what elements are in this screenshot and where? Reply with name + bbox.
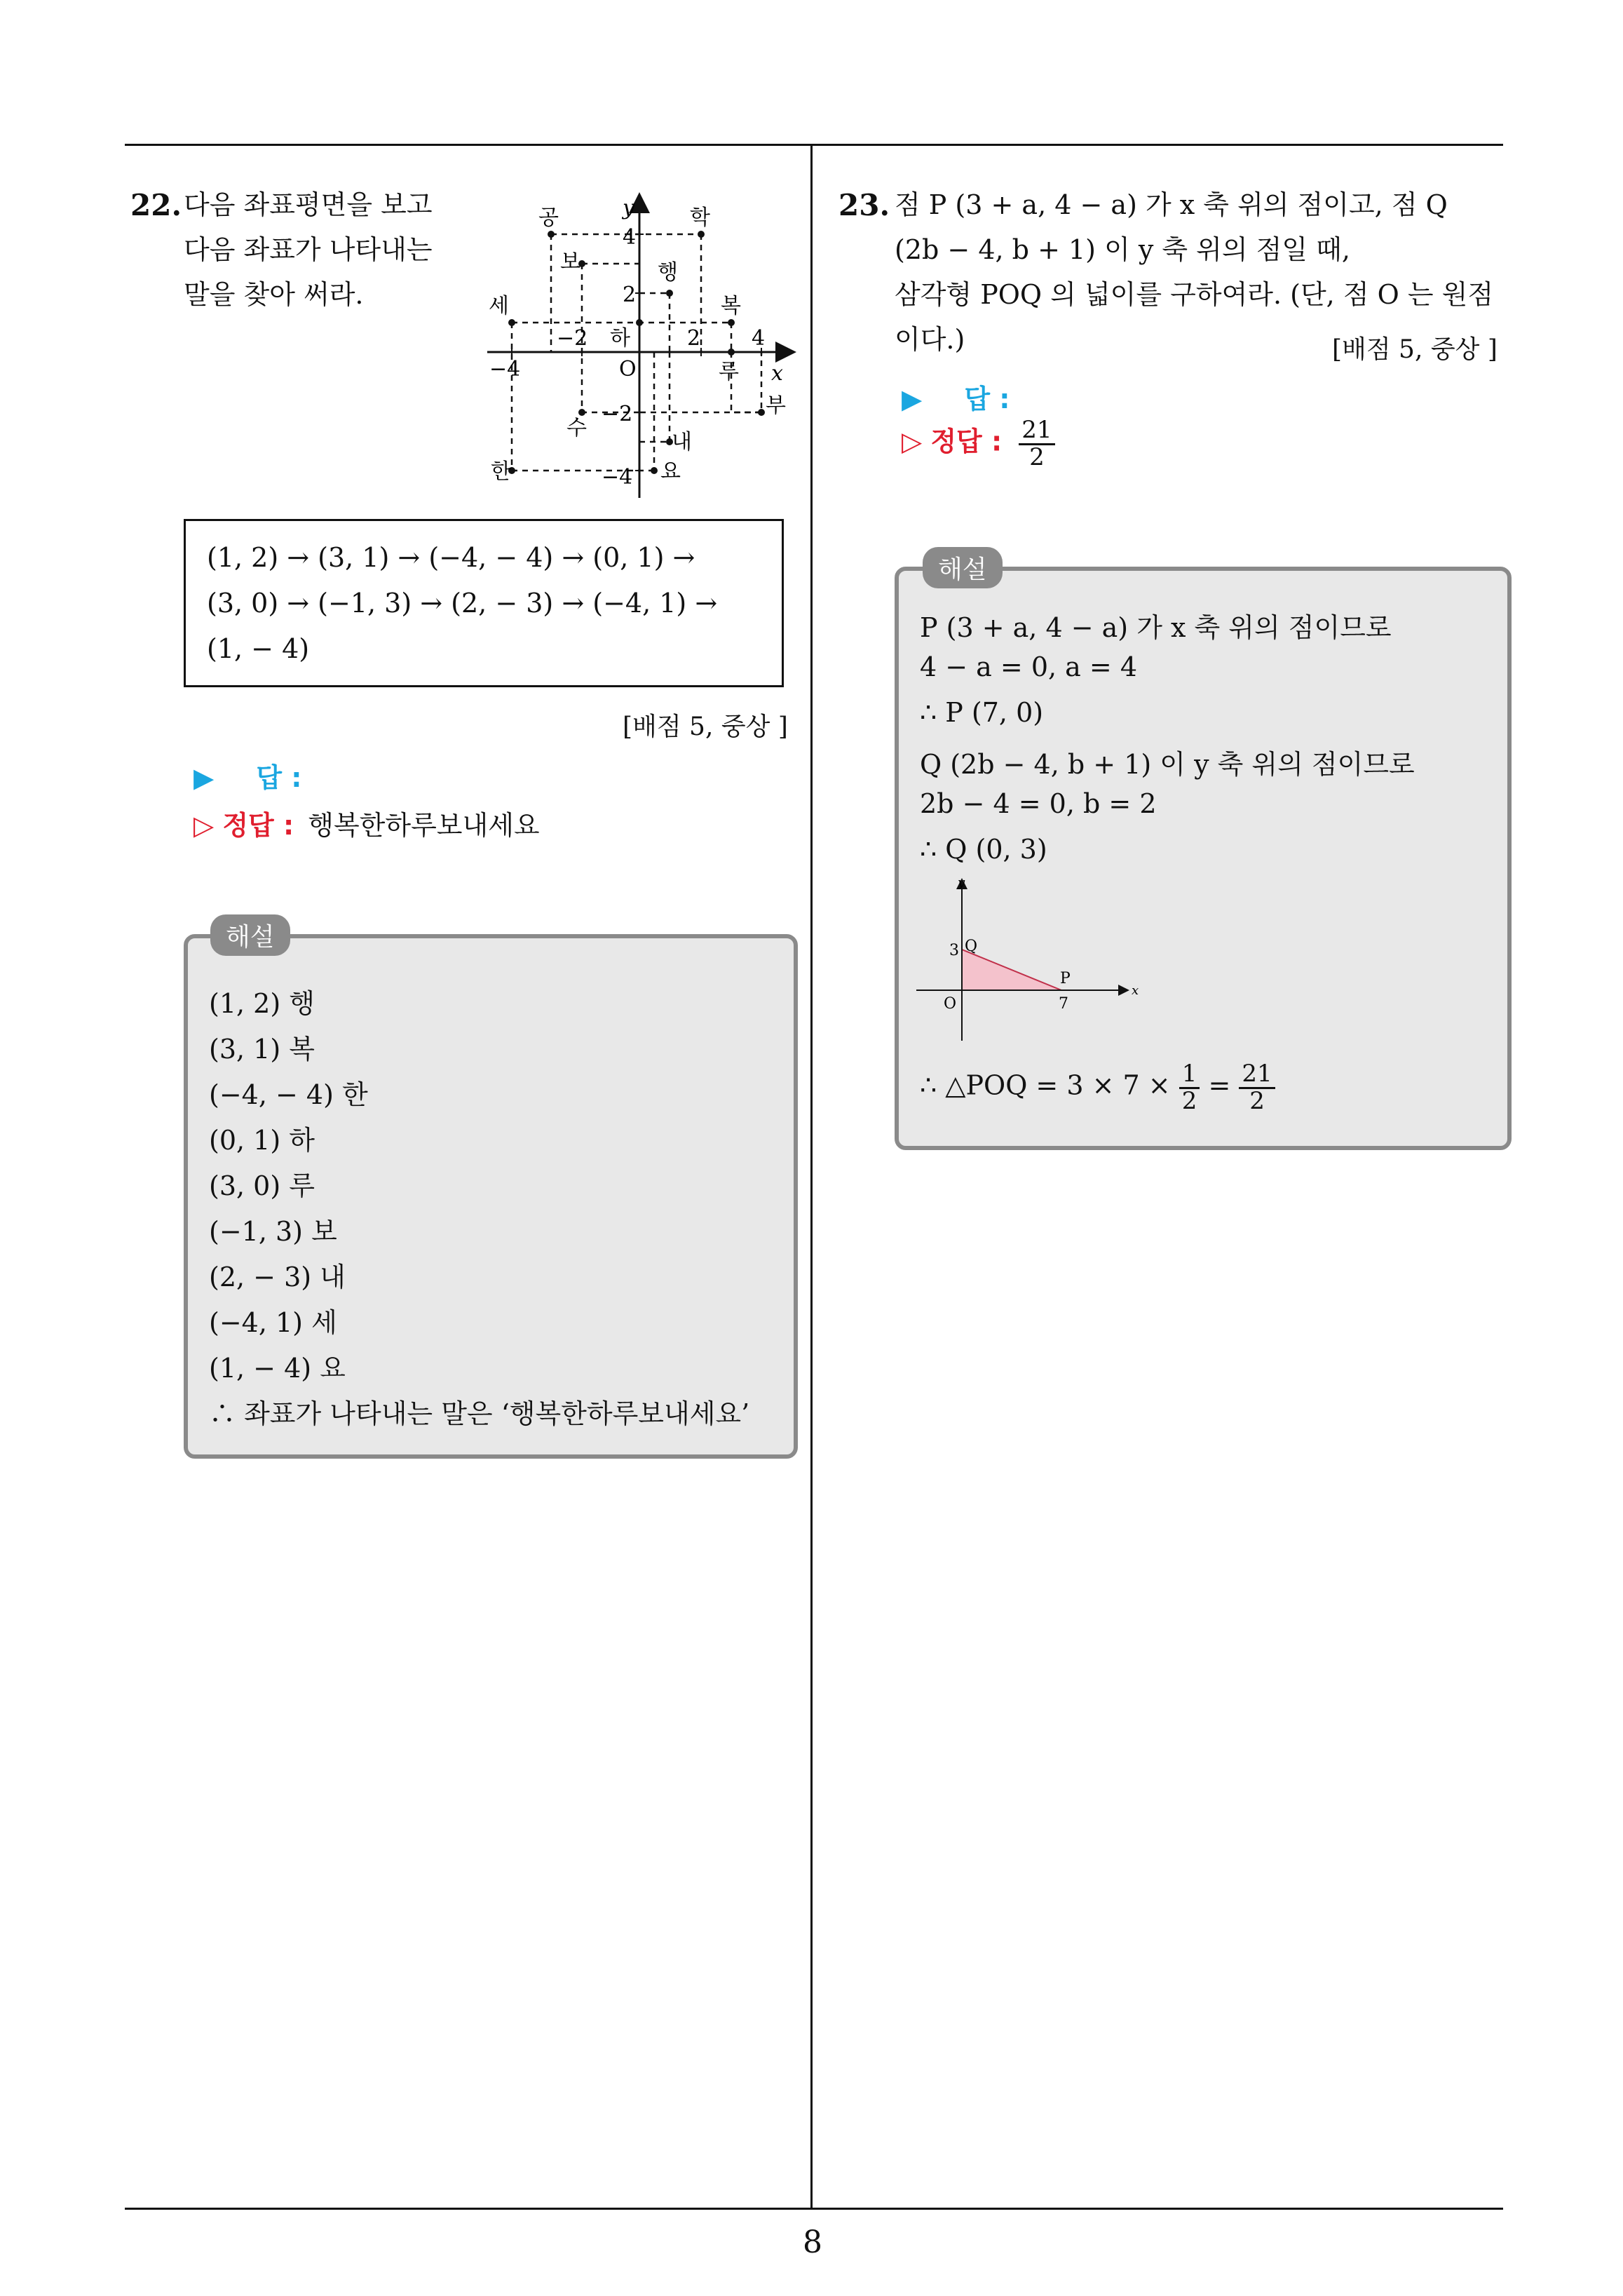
label-bo: 보 (560, 250, 580, 274)
graph-y-label: y (958, 875, 965, 890)
solution-line: (3, 1) 복 (209, 1034, 315, 1065)
solution-line: ∴ P (7, 0) (920, 697, 1044, 728)
bottom-rule (125, 2208, 1503, 2210)
answer-label: 답 : (964, 384, 1010, 414)
graph-q-label: Q (965, 938, 978, 955)
label-bu: 부 (766, 393, 786, 418)
label-se: 세 (489, 294, 509, 318)
q22-number: 22. (130, 188, 182, 222)
solution-line: (−1, 3) 보 (209, 1216, 337, 1247)
tick-y2: 2 (623, 283, 637, 307)
solution-line: (−4, − 4) 한 (209, 1079, 368, 1110)
sequence-line: (3, 0) → (−1, 3) → (2, − 3) → (−4, 1) → (207, 588, 718, 619)
q23-final-equation (920, 1062, 1275, 1114)
graph-x-label: x (1132, 983, 1139, 998)
solution-line: (3, 0) 루 (209, 1170, 315, 1201)
solution-line: 2b − 4 = 0, b = 2 (920, 788, 1157, 819)
correct-label: 정답 : (930, 426, 1003, 457)
solution-line: (−4, 1) 세 (209, 1307, 337, 1338)
label-ha: 하 (610, 326, 630, 351)
play-icon: ▶ (902, 384, 923, 414)
answer-label: 답 : (256, 762, 302, 793)
graph-origin-label: O (944, 995, 957, 1013)
q22-solution-panel (184, 934, 798, 1459)
top-rule (125, 144, 1503, 146)
label-bok: 복 (721, 294, 741, 318)
solution-line: 4 − a = 0, a = 4 (920, 651, 1137, 682)
solution-line: (0, 1) 하 (209, 1125, 315, 1156)
tick-ym2: −2 (602, 402, 633, 426)
q22-prompt (184, 182, 433, 317)
q23-prompt-line: 점 P (3 + a, 4 − a) 가 x 축 위의 점이고, 점 Q (895, 189, 1448, 220)
column-divider (810, 144, 813, 2209)
q23-prompt-line: (2b − 4, b + 1) 이 y 축 위의 점일 때, (895, 234, 1350, 265)
fraction-numerator: 1 (1179, 1062, 1200, 1089)
tick-x2: 2 (687, 326, 701, 351)
tick-x4: 4 (752, 326, 766, 351)
label-haeng: 행 (658, 260, 678, 285)
q23-score: [배점 5, 중상 ] (1332, 335, 1498, 364)
tick-xm4: −4 (489, 357, 521, 381)
solution-line: P (3 + a, 4 − a) 가 x 축 위의 점이므로 (920, 612, 1392, 643)
label-su: 수 (566, 416, 587, 440)
triangle-poq (962, 950, 1061, 990)
q22-prompt-line: 말을 찾아 써라. (184, 279, 364, 310)
final-fraction-1 (1179, 1062, 1200, 1114)
q23-prompt-line: 이다.) (895, 324, 965, 355)
correct-fraction (1019, 418, 1054, 470)
q22-coordinate-plane (484, 189, 799, 505)
play-icon: ▶ (193, 762, 215, 793)
correct-label: 정답 : (222, 810, 294, 841)
final-equals: = (1208, 1069, 1231, 1101)
label-yo: 요 (660, 459, 681, 484)
label-hak: 학 (690, 205, 710, 230)
label-ru: 루 (719, 360, 739, 384)
label-han: 한 (491, 459, 511, 484)
final-prefix: ∴ △POQ = 3 × 7 × (920, 1069, 1171, 1101)
page-number: 8 (803, 2224, 822, 2260)
label-origin: O (619, 357, 637, 381)
fraction-numerator: 21 (1019, 418, 1054, 445)
q23-correct-row (902, 418, 1055, 470)
outline-play-icon: ▷ (193, 810, 215, 841)
label-x-axis: x (771, 361, 783, 386)
label-gong: 공 (538, 205, 559, 230)
q22-score: [배점 5, 중상 ] (623, 713, 788, 741)
tick-ym4: −4 (602, 465, 633, 489)
q23-prompt-line: 삼각형 POQ 의 넓이를 구하여라. (단, 점 O 는 원점 (895, 279, 1494, 310)
q23-solution-tag: 해설 (923, 547, 1003, 588)
graph-p-label: P (1060, 970, 1071, 987)
fraction-denominator: 2 (1029, 443, 1045, 471)
q22-correct-row (193, 804, 540, 842)
q22-prompt-line: 다음 좌표가 나타내는 (184, 234, 433, 265)
solution-line: (2, − 3) 내 (209, 1262, 346, 1292)
solution-line: ∴ Q (0, 3) (920, 834, 1047, 865)
sequence-line: (1, − 4) (207, 633, 310, 664)
outline-play-icon: ▷ (902, 426, 923, 457)
fraction-numerator: 21 (1239, 1062, 1275, 1089)
graph-three-label: 3 (949, 942, 959, 959)
q23-answer-row (902, 377, 1010, 416)
tick-y4: 4 (623, 225, 637, 250)
q22-prompt-line: 다음 좌표평면을 보고 (184, 189, 433, 220)
fraction-denominator: 2 (1181, 1086, 1197, 1115)
sequence-line: (1, 2) → (3, 1) → (−4, − 4) → (0, 1) → (207, 542, 695, 573)
q23-number: 23. (838, 188, 890, 222)
tick-xm2: −2 (557, 326, 588, 351)
q22-sequence-box (184, 519, 784, 687)
q23-triangle-graph (913, 872, 1151, 1048)
q23-solution-panel (895, 567, 1512, 1150)
label-nae: 내 (672, 430, 692, 454)
graph-seven-label: 7 (1059, 995, 1068, 1013)
solution-line: (1, 2) 행 (209, 988, 315, 1019)
correct-value: 행복한하루보내세요 (308, 810, 540, 841)
q22-solution-tag: 해설 (210, 914, 290, 956)
solution-line: (1, − 4) 요 (209, 1353, 346, 1384)
fraction-denominator: 2 (1249, 1086, 1265, 1115)
label-y-axis: y (623, 196, 634, 220)
q22-answer-row (193, 756, 301, 795)
solution-line: Q (2b − 4, b + 1) 이 y 축 위의 점이므로 (920, 749, 1415, 780)
final-fraction-2 (1239, 1062, 1275, 1114)
solution-conclusion: ∴ 좌표가 나타내는 말은 ‘행복한하루보내세요’ (209, 1398, 750, 1429)
